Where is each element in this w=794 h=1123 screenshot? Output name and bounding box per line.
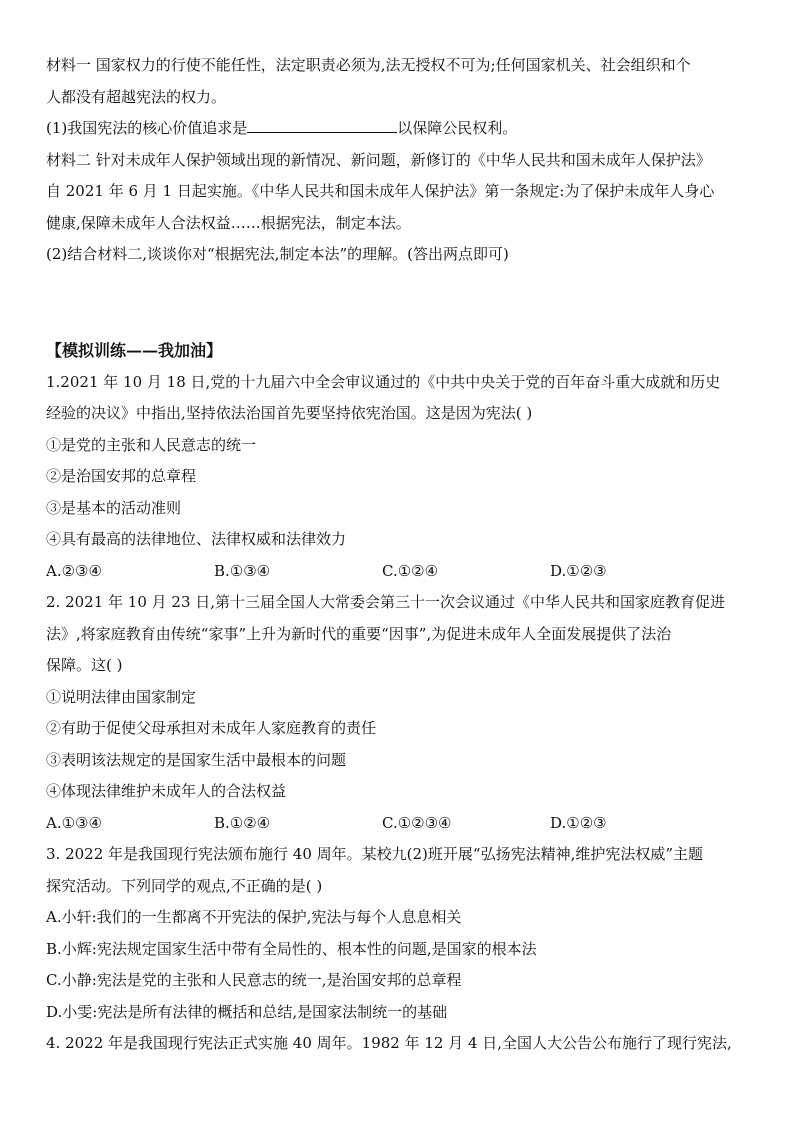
option-d[interactable]: D.①②③ xyxy=(550,813,607,832)
option-a[interactable]: A.小轩:我们的一生都离不开宪法的保护,宪法与每个人息息相关 xyxy=(46,908,462,926)
question-1-suffix: 以保障公民权利。 xyxy=(397,119,518,137)
statement: ③表明该法规定的是国家生活中最根本的问题 xyxy=(46,750,347,769)
question-stem: 2. 2021 年 10 月 23 日,第十三届全国人大常委会第三十一次会议通过《中华人民共和国家庭教育促进 xyxy=(46,593,726,611)
question-stem: 4. 2022 年是我国现行宪法正式实施 40 周年。1982 年 12 月 4 日,全国人大公告公布施行了现行宪法, xyxy=(46,1034,732,1052)
question-2: (2)结合材料二,谈谈你对“根据宪法,制定本法”的理解。(答出两点即可) xyxy=(46,245,509,263)
question-1-prefix: (1)我国宪法的核心价值追求是 xyxy=(46,119,248,137)
statement: ②有助于促使父母承担对未成年人家庭教育的责任 xyxy=(46,719,377,737)
question-stem: 经验的决议》中指出,坚持依法治国首先要坚持依宪治国。这是因为宪法( ) xyxy=(46,404,533,422)
option-d[interactable]: D.①②③ xyxy=(550,561,607,580)
answer-blank[interactable] xyxy=(247,116,397,133)
statement: ②是治国安邦的总章程 xyxy=(46,467,197,485)
statement: ④体现法律维护未成年人的合法权益 xyxy=(46,782,287,800)
option-d[interactable]: D.小雯:宪法是所有法律的概括和总结,是国家法制统一的基础 xyxy=(46,1002,448,1021)
option-a[interactable]: A.①③④ xyxy=(46,813,102,832)
question-stem: 1.2021 年 10 月 18 日,党的十九届六中全会审议通过的《中共中央关于党的百年奋斗重大成就和历史 xyxy=(46,372,721,391)
option-b[interactable]: B.①②④ xyxy=(214,813,271,832)
question-stem: 保障。这( ) xyxy=(46,656,123,674)
material-two-line: 材料二 针对未成年人保护领域出现的新情况、新问题，新修订的《中华人民共和国未成年人保护法》 xyxy=(46,150,711,169)
option-b[interactable]: B.小辉:宪法规定国家生活中带有全局性的、根本性的问题,是国家的根本法 xyxy=(46,939,537,958)
material-two-line: 自 2021 年 6 月 1 日起实施。《中华人民共和国未成年人保护法》第一条规定:为了保护未成年人身心 xyxy=(46,182,715,200)
option-b[interactable]: B.①③④ xyxy=(214,561,271,580)
question-stem: 3. 2022 年是我国现行宪法颁布施行 40 周年。某校九(2)班开展“弘扬宪法精神,维护宪法权威”主题 xyxy=(46,845,704,863)
material-one-line: 人都没有超越宪法的权力。 xyxy=(46,87,227,106)
option-c[interactable]: C.①②④ xyxy=(382,561,439,580)
option-row xyxy=(46,556,754,588)
option-row xyxy=(46,808,754,840)
option-c[interactable]: C.①②③④ xyxy=(382,813,452,832)
question-stem: 法》,将家庭教育由传统“家事”上升为新时代的重要“因事”,为促进未成年人全面发展提供了法治 xyxy=(46,624,672,643)
option-a[interactable]: A.②③④ xyxy=(46,561,102,580)
question-item xyxy=(46,839,754,1028)
question-item xyxy=(46,1028,754,1060)
statement: ①是党的主张和人民意志的统一 xyxy=(46,435,257,454)
statement: ④具有最高的法律地位、法律权威和法律效力 xyxy=(46,530,347,548)
material-one-line: 材料一 国家权力的行使不能任性，法定职责必须为,法无授权不可为;任何国家机关、社会组织和个 xyxy=(46,56,691,74)
material-one xyxy=(46,50,754,271)
question-item xyxy=(46,367,754,588)
question-1-blank-line xyxy=(46,113,754,145)
material-two-line: 健康,保障未成年人合法权益……根据宪法，制定本法。 xyxy=(46,213,411,232)
statement: ①说明法律由国家制定 xyxy=(46,687,197,706)
practice-section xyxy=(46,335,754,1060)
section-title: 【模拟训练——我加油】 xyxy=(46,341,223,360)
option-c[interactable]: C.小静:宪法是党的主张和人民意志的统一,是治国安邦的总章程 xyxy=(46,971,462,989)
statement: ③是基本的活动准则 xyxy=(46,498,182,517)
question-stem: 探究活动。下列同学的观点,不正确的是( ) xyxy=(46,876,323,895)
question-item xyxy=(46,587,754,839)
